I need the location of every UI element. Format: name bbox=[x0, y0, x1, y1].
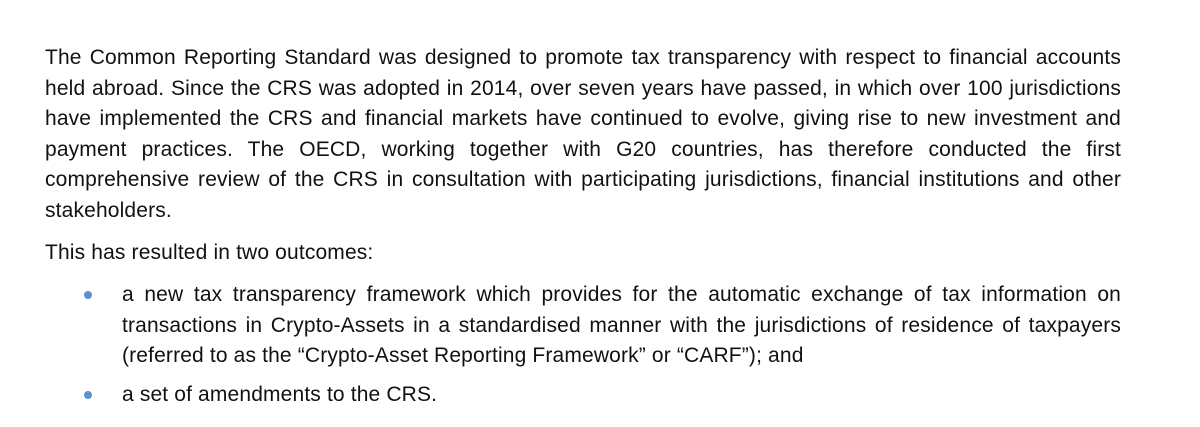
list-item-text: a set of amendments to the CRS. bbox=[122, 382, 438, 406]
list-item bbox=[45, 380, 1121, 411]
bullet-dot-icon bbox=[84, 391, 92, 399]
intro-paragraph: The Common Reporting Standard was designed to promote tax transparency with respect to financial accounts held abroad. Since the CRS was adopted in 2014, over seven years have passed, in which over 100 jurisdictions have implemented the CRS and financial markets have continued to evolve, giving rise to new investment and payment practices. The OECD, working together with G20 countries, has therefore conducted the first comprehensive review of the CRS in consultation with participating jurisdictions, financial institutions and other stakeholders. bbox=[45, 46, 1121, 222]
list-item bbox=[45, 280, 1121, 372]
document-body bbox=[45, 43, 1121, 419]
outcomes-list bbox=[45, 280, 1121, 410]
bullet-dot-icon bbox=[84, 291, 92, 299]
list-item-text: a new tax transparency framework which provides for the automatic exchange of tax information on transactions in Crypto-Assets in a standardised manner with the jurisdictions of residence of taxpayers (referred to as the “Crypto-Asset Reporting Framework” or “CARF”); and bbox=[122, 283, 1121, 368]
outcomes-heading: This has resulted in two outcomes: bbox=[45, 240, 374, 264]
